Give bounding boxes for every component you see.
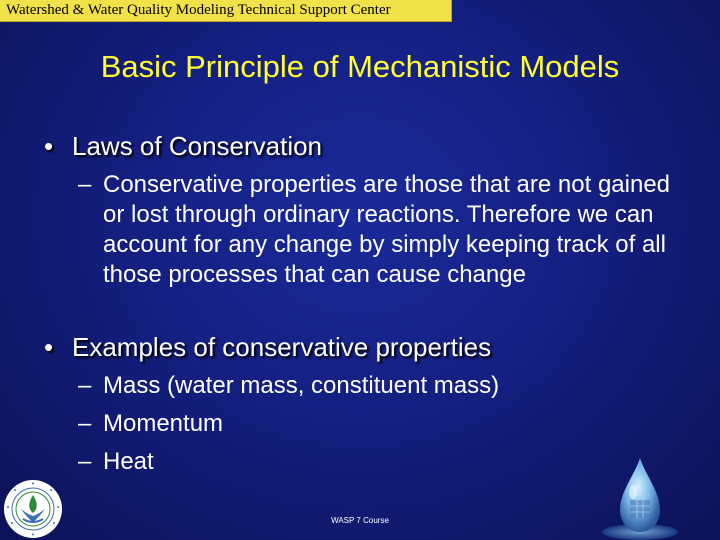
- sub-bullet-text: Momentum: [103, 410, 224, 437]
- bullet-marker: •: [44, 332, 54, 362]
- sub-bullet-marker: –: [78, 171, 92, 198]
- slide-title: Basic Principle of Mechanistic Models: [100, 49, 620, 84]
- bullet-marker: •: [44, 131, 54, 161]
- bullet-label: Laws of Conservation: [72, 131, 323, 161]
- footer-text: WASP 7 Course: [331, 516, 389, 525]
- sub-bullet-conservative-definition: [78, 170, 678, 290]
- epa-seal-icon: [3, 479, 63, 539]
- sub-bullet-marker: –: [78, 410, 92, 437]
- sub-bullet-mass: [78, 371, 678, 401]
- header-bar: [0, 0, 452, 22]
- sub-bullet-text: Mass (water mass, constituent mass): [103, 372, 500, 399]
- sub-bullet-heat: [78, 447, 678, 477]
- sub-bullet-marker: –: [78, 372, 92, 399]
- sub-bullet-momentum: [78, 409, 678, 439]
- sub-bullet-marker: –: [78, 448, 92, 475]
- bullet-label: Examples of conservative properties: [72, 332, 492, 362]
- sub-bullet-text: Heat: [103, 448, 154, 475]
- water-drop-logo-icon: [600, 456, 680, 540]
- header-text: Watershed & Water Quality Modeling Technical Support Center: [6, 2, 391, 18]
- sub-bullet-text: Conservative properties are those that are not gained or lost through ordinary reactions. Therefore we can account for any change by simply keeping track of all those processes that can cause change: [103, 171, 671, 288]
